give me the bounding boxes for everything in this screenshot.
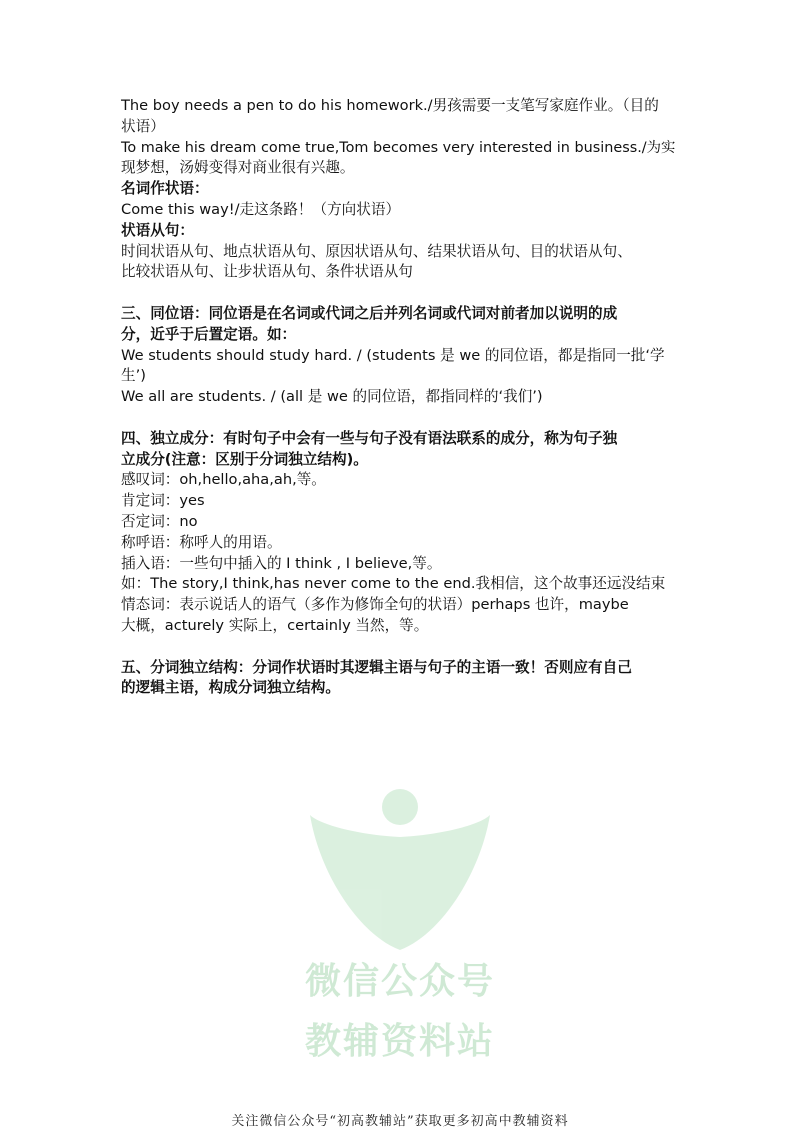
text-line: To make his dream come true,Tom becomes very interested in business./为实 — [121, 139, 676, 156]
heading-line: 五、分词独立结构：分词作状语时其逻辑主语与句子的主语一致！否则应有自己 — [121, 658, 632, 676]
text-line: 称呼语：称呼人的用语。 — [121, 533, 282, 551]
heading-line: 立成分(注意：区别于分词独立结构)。 — [121, 450, 368, 468]
watermark-logo-icon — [300, 785, 500, 955]
watermark-line-2: 教辅资料站 — [304, 1021, 495, 1062]
watermark — [300, 785, 500, 1065]
heading-line: 的逻辑主语，构成分词独立结构。 — [121, 679, 340, 697]
blank-line — [121, 408, 681, 429]
text-line: 生’) — [121, 367, 146, 385]
text-line: 现梦想，汤姆变得对商业很有兴趣。 — [121, 159, 355, 177]
text-line: We students should study hard. / (students 是 we 的同位语，都是指同一批‘学 — [121, 346, 665, 364]
text-line: 如：The story,I think,has never come to the end.我相信，这个故事还远没结束 — [121, 575, 666, 593]
text-line: 情态词：表示说话人的语气（多作为修饰全句的状语）perhaps 也许，maybe — [121, 596, 629, 614]
text-line: Come this way!/走这条路！（方向状语） — [121, 200, 401, 218]
text-line: We all are students. / (all 是 we 的同位语，都指同样的‘我们’) — [121, 388, 543, 406]
text-line: 感叹词：oh,hello,aha,ah,等。 — [121, 471, 326, 489]
heading-line: 名词作状语： — [121, 180, 209, 198]
blank-line — [121, 637, 681, 658]
text-line: 时间状语从句、地点状语从句、原因状语从句、结果状语从句、目的状语从句、 — [121, 242, 632, 260]
text-line: 状语） — [121, 117, 165, 135]
heading-line: 状语从句： — [121, 221, 194, 239]
text-line: 肯定词：yes — [121, 492, 205, 510]
heading-line: 三、同位语：同位语是在名词或代词之后并列名词或代词对前者加以说明的成 — [121, 304, 618, 322]
heading-line: 四、独立成分：有时句子中会有一些与句子没有语法联系的成分，称为句子独 — [121, 429, 618, 447]
text-line: 比较状语从句、让步状语从句、条件状语从句 — [121, 263, 413, 281]
text-line: 插入语：一些句中插入的 I think , I believe,等。 — [121, 554, 442, 572]
heading-line: 分，近乎于后置定语。如： — [121, 325, 297, 343]
watermark-line-1: 微信公众号 — [304, 961, 495, 1002]
document-body — [121, 96, 681, 699]
blank-line — [121, 283, 681, 304]
text-line: The boy needs a pen to do his homework./男孩需要一支笔写家庭作业。（目的 — [121, 97, 659, 114]
text-line: 大概，acturely 实际上，certainly 当然，等。 — [121, 616, 429, 634]
text-line: 否定词：no — [121, 512, 198, 530]
page-footer: 关注微信公众号“初高教辅站”获取更多初高中教辅资料 — [231, 1114, 569, 1129]
